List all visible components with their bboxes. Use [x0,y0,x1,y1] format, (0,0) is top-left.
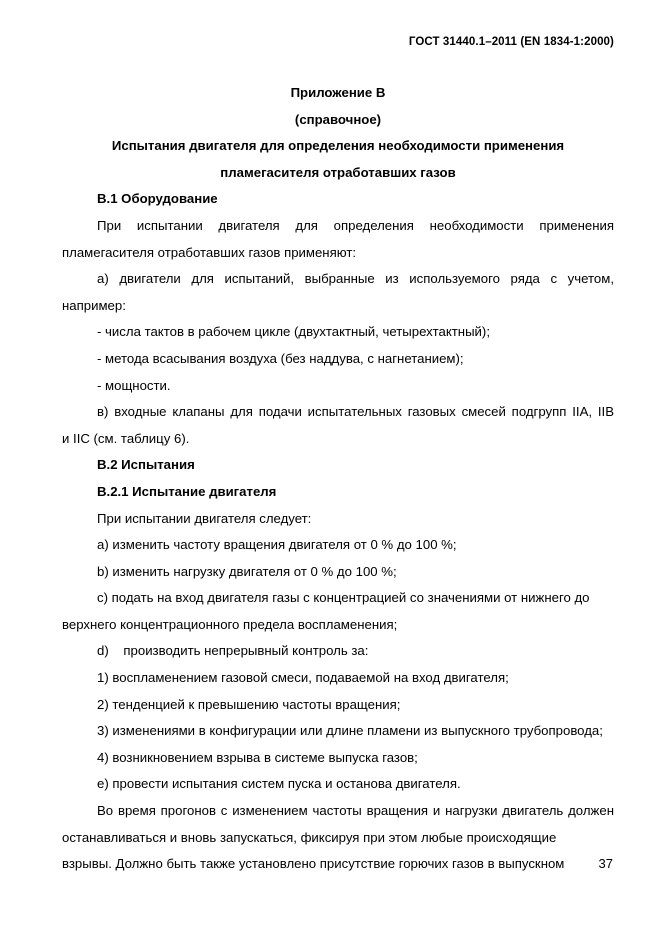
b1-intro-line-2: пламегасителя отработавших газов применяют: [62,244,357,260]
b2-numbered-item: 2) тенденцией к превышению частоты вращения; [97,696,401,712]
b2-item-b: b) изменить нагрузку двигателя от 0 % до 100 %; [97,563,397,579]
section-b2-heading: В.2 Испытания [97,457,195,473]
b2-item-c-line-1: c) подать на вход двигателя газы с концентрацией со значениями от нижнего до [97,590,590,606]
b2-intro: При испытании двигателя следует: [97,510,312,526]
appendix-heading-line-2: пламегасителя отработавших газов [220,164,456,180]
page-number: 37 [598,856,613,871]
appendix-type: (справочное) [294,111,382,127]
b2-numbered-item: 3) изменениями в конфигурации или длине пламени из выпускного трубопровода; [97,723,603,739]
b1-intro-line-1: При испытании двигателя для определения необходимости применения [97,217,614,233]
b1-sub-item: - мощности. [97,377,171,393]
b2-item-c-line-2: верхнего концентрационного предела воспламенения; [62,616,398,632]
b1-item-b-line-1: в) входные клапаны для подачи испытательных газовых смесей подгрупп IIA, IIB [97,404,614,420]
b1-item-a-line-2: например: [62,297,126,313]
b2-paragraph-line-3: взрывы. Должно быть также установлено присутствие горючих газов в выпускном [62,856,565,872]
b1-sub-item: - метода всасывания воздуха (без наддува, с нагнетанием); [97,350,464,366]
b1-item-b-line-2: и IIC (см. таблицу 6). [62,430,190,446]
b2-item-e: е) провести испытания систем пуска и останова двигателя. [97,776,461,792]
section-b2-1-heading: В.2.1 Испытание двигателя [97,483,277,499]
b2-numbered-item: 1) воспламенением газовой смеси, подаваемой на вход двигателя; [97,670,509,686]
page-content [62,80,614,878]
appendix-title: Приложение В [290,85,386,100]
b1-sub-item: - числа тактов в рабочем цикле (двухтактный, четырехтактный); [97,324,490,340]
appendix-heading-line-1: Испытания двигателя для определения необходимости применения [111,138,565,154]
b2-item-a: а) изменить частоту вращения двигателя от 0 % до 100 %; [97,537,457,553]
b2-item-d: d) производить непрерывный контроль за: [97,643,369,659]
b2-paragraph-line-2: останавливаться и вновь запускаться, фиксируя при этом любые происходящие [62,829,557,845]
section-b1-heading: В.1 Оборудование [97,191,218,207]
document-header-standard: ГОСТ 31440.1–2011 (EN 1834-1:2000) [408,36,614,48]
b2-numbered-item: 4) возникновением взрыва в системе выпуска газов; [97,749,418,765]
b1-item-a-line-1: а) двигатели для испытаний, выбранные из используемого ряда с учетом, [97,271,614,287]
b2-paragraph-line-1: Во время прогонов с изменением частоты вращения и нагрузки двигатель должен [97,803,614,819]
